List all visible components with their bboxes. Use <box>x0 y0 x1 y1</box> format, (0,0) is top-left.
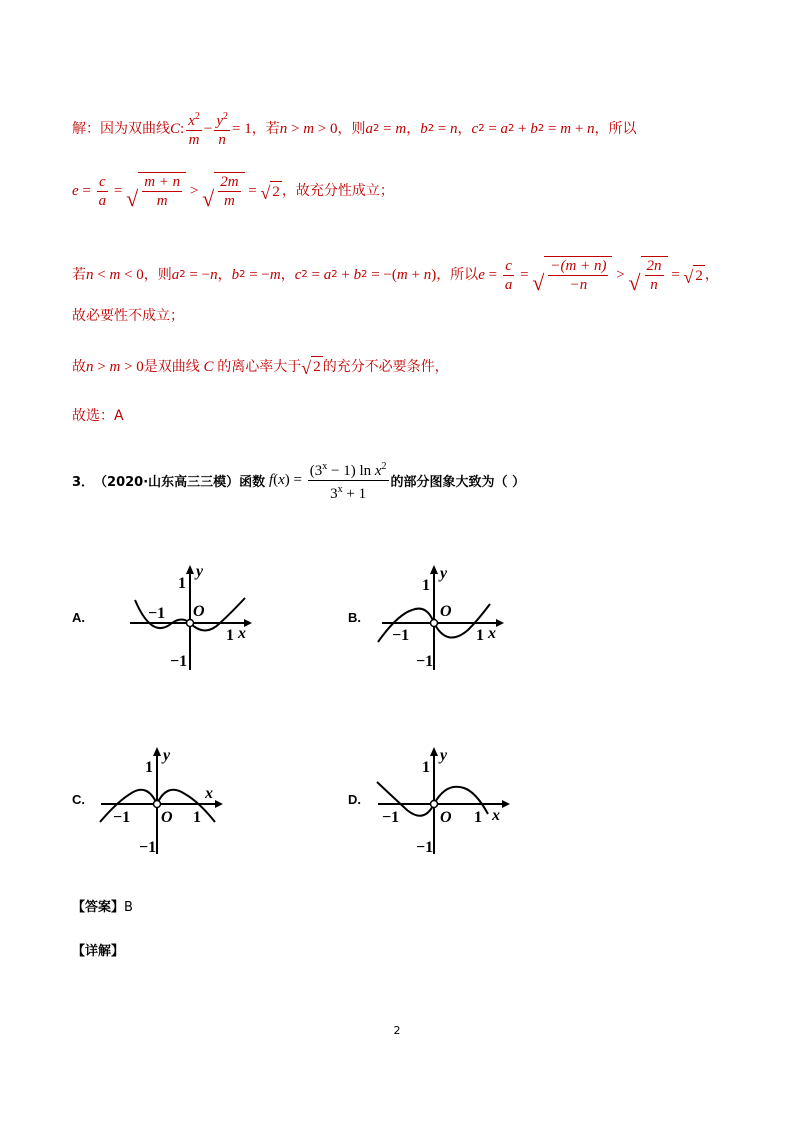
text: 解：因为双曲线 <box>72 120 170 137</box>
x-arrow-icon <box>496 619 504 627</box>
solution-line-1: 解：因为双曲线 C : $\frac{x^2}{m}$ − $\frac{y^2}{n}$ = 1 ，若 n > m > 0 ，则 a 2 = m ， b 2 = n ， c 2 = a 2 + b 2 = m + n ，所以 <box>72 108 637 149</box>
text: 的部分图象大致为（ ） <box>390 475 526 490</box>
tick-label: −1 <box>416 653 434 670</box>
text: 若 <box>72 267 86 283</box>
text: ，则 <box>337 120 366 137</box>
question-3: 3． （2020·山东高三三模） 函数 f ( x ) = $\frac{(3^x - 1) \ln x^2}{3^x + 1}$ 的部分图象大致为（ ） <box>72 458 525 503</box>
x-label: x <box>492 807 500 824</box>
text: ，所以 <box>436 267 479 283</box>
text: ， <box>704 267 719 283</box>
tick-label: 1 <box>476 627 484 644</box>
graph-b[interactable] <box>372 560 512 680</box>
tick-label: −1 <box>148 605 166 622</box>
x-label: x <box>238 625 246 642</box>
text: ，故充分性成立； <box>281 183 394 199</box>
choice-a-label[interactable]: A. <box>72 610 85 625</box>
y-arrow-icon <box>186 565 194 574</box>
text: ， <box>406 120 421 137</box>
text: 函数 <box>239 475 266 490</box>
tick-label: −1 <box>170 653 188 670</box>
x-label: x <box>488 625 496 642</box>
y-arrow-icon <box>430 565 438 574</box>
origin-label: O <box>440 809 452 826</box>
choice-c-label[interactable]: C. <box>72 792 85 807</box>
question-number: 3． <box>72 475 95 490</box>
hole-point <box>187 620 194 627</box>
origin-label: O <box>193 603 205 620</box>
origin-label: O <box>161 809 173 826</box>
text: ， <box>280 267 295 283</box>
hole-point <box>431 801 438 808</box>
text: 的充分不必要条件， <box>322 358 449 375</box>
y-arrow-icon <box>153 747 161 756</box>
graph-a[interactable] <box>120 560 260 680</box>
solution-line-5: 故 n > m > 0 是双曲线 C 的离心率大于 √ 2 的充分不必要条件， <box>72 358 449 378</box>
choice-b-label[interactable]: B. <box>348 610 361 625</box>
page-number: 2 <box>393 1024 401 1037</box>
tick-label: 1 <box>422 759 430 776</box>
text: 是双曲线 <box>143 358 200 375</box>
answer-label: 【答案】 <box>72 900 125 915</box>
hole-point <box>431 620 438 627</box>
tick-label: 1 <box>178 575 186 592</box>
text: ，所以 <box>594 120 637 137</box>
choice-d-label[interactable]: D. <box>348 792 361 807</box>
tick-label: 1 <box>145 759 153 776</box>
tick-label: −1 <box>382 809 400 826</box>
text: ， <box>217 267 232 283</box>
question-source: （2020·山东高三三模） <box>94 475 240 490</box>
detail-label: 【详解】 <box>72 944 125 959</box>
tick-label: −1 <box>416 839 434 856</box>
tick-label: 1 <box>422 577 430 594</box>
solution-line-6: 故选：A <box>72 408 124 424</box>
text: ，则 <box>143 267 172 283</box>
solution-line-4: 故必要性不成立； <box>72 308 184 324</box>
tick-label: 1 <box>474 809 482 826</box>
origin-label: O <box>440 603 452 620</box>
solution-line-3: 若 n < m < 0 ，则 a 2 = − n ， b 2 = − m ， c 2 = a 2 + b 2 = −( m + n ) ，所以 e = $\frac{c}{a}$ = √ $\frac{-(m + n)}{-n}$ > √ $\frac{2n}{n}$ = √ 2 ， <box>72 257 719 295</box>
graph-d[interactable] <box>372 742 520 864</box>
text: ，若 <box>251 120 280 137</box>
tick-label: −1 <box>139 839 157 856</box>
tick-label: −1 <box>392 627 410 644</box>
tick-label: 1 <box>193 809 201 826</box>
text: 的离心率大于 <box>217 358 302 375</box>
tick-label: 1 <box>226 627 234 644</box>
y-label: y <box>196 563 204 580</box>
tick-label: −1 <box>113 809 131 826</box>
y-label: y <box>440 747 448 764</box>
x-arrow-icon <box>502 800 510 808</box>
answer <box>72 896 133 915</box>
text: 故 <box>72 358 86 375</box>
answer-value: B <box>124 900 133 915</box>
y-label: y <box>163 747 171 764</box>
text: ， <box>457 120 472 137</box>
y-arrow-icon <box>430 747 438 756</box>
x-label: x <box>205 785 213 802</box>
y-label: y <box>440 565 448 582</box>
x-arrow-icon <box>215 800 223 808</box>
graph-c[interactable] <box>95 742 235 864</box>
solution-line-2: e = $\frac{c}{a}$ = √ $\frac{m + n}{m}$ > √ $\frac{2m}{m}$ = √ 2 ，故充分性成立； <box>72 173 394 211</box>
hole-point <box>154 801 161 808</box>
